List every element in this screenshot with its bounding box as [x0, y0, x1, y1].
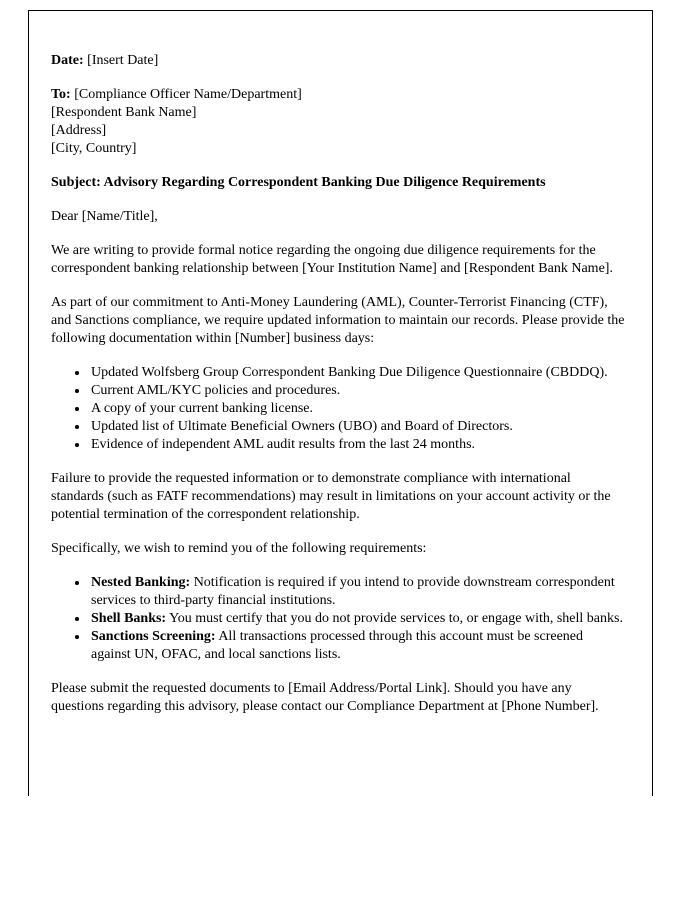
paragraph-remind: Specifically, we wish to remind you of the following requirements: — [51, 541, 427, 556]
date-value: [Insert Date] — [83, 53, 159, 68]
requirement-text: Notification is required if you intend to provide downstream correspondent services to third-party financial institutions. — [91, 575, 615, 608]
paragraph-commitment: As part of our commitment to Anti-Money Laundering (AML), Counter-Terrorist Financing (CTF), and Sanctions compliance, we require updated information to maintain our records. Please provide the following documentation within [Number] business days: — [51, 295, 625, 346]
recipient-block — [51, 86, 626, 158]
subject-line: Subject: Advisory Regarding Correspondent Banking Due Diligence Requirements — [51, 175, 546, 190]
date-label: Date: — [51, 53, 84, 68]
list-item — [89, 610, 626, 628]
requirement-label: Sanctions Screening: — [91, 629, 216, 644]
requirement-label: Shell Banks: — [91, 611, 167, 626]
requirements-list — [51, 574, 626, 664]
to-value: [Compliance Officer Name/Department] — [70, 87, 302, 102]
paragraph-closing: Please submit the requested documents to [Email Address/Portal Link]. Should you have any questions regarding this advisory, please contact our Compliance Department at [Phone Number]. — [51, 681, 599, 714]
salutation: Dear [Name/Title], — [51, 209, 158, 224]
requirement-label: Nested Banking: — [91, 575, 191, 590]
address-line: [Respondent Bank Name] — [51, 105, 197, 120]
list-item: • Updated Wolfsberg Group Correspondent Banking Due Diligence Questionnaire (CBDDQ). — [89, 364, 626, 382]
list-item — [89, 628, 626, 664]
paragraph-intro: We are writing to provide formal notice regarding the ongoing due diligence requirements for the correspondent banking relationship between [Your Institution Name] and [Respondent Bank Name]. — [51, 243, 613, 276]
list-item — [89, 574, 626, 610]
date-line — [51, 52, 626, 70]
documents-list — [51, 364, 626, 454]
requirement-text: You must certify that you do not provide services to, or engage with, shell banks. — [166, 611, 623, 626]
requirement-text: All transactions processed through this account must be screened against UN, OFAC, and local sanctions lists. — [91, 629, 583, 662]
list-item: • Evidence of independent AML audit results from the last 24 months. — [89, 436, 626, 454]
list-item: • A copy of your current banking license. — [89, 400, 626, 418]
paragraph-failure: Failure to provide the requested information or to demonstrate compliance with international standards (such as FATF recommendations) may result in limitations on your account activity or the potential termination of the correspondent relationship. — [51, 471, 611, 522]
address-line: [City, Country] — [51, 141, 137, 156]
list-item: • Current AML/KYC policies and procedures. — [89, 382, 626, 400]
to-line — [51, 86, 626, 104]
address-line: [Address] — [51, 123, 107, 138]
list-item: • Updated list of Ultimate Beneficial Owners (UBO) and Board of Directors. — [89, 418, 626, 436]
to-label: To: — [51, 87, 71, 102]
letter-page — [28, 10, 653, 796]
